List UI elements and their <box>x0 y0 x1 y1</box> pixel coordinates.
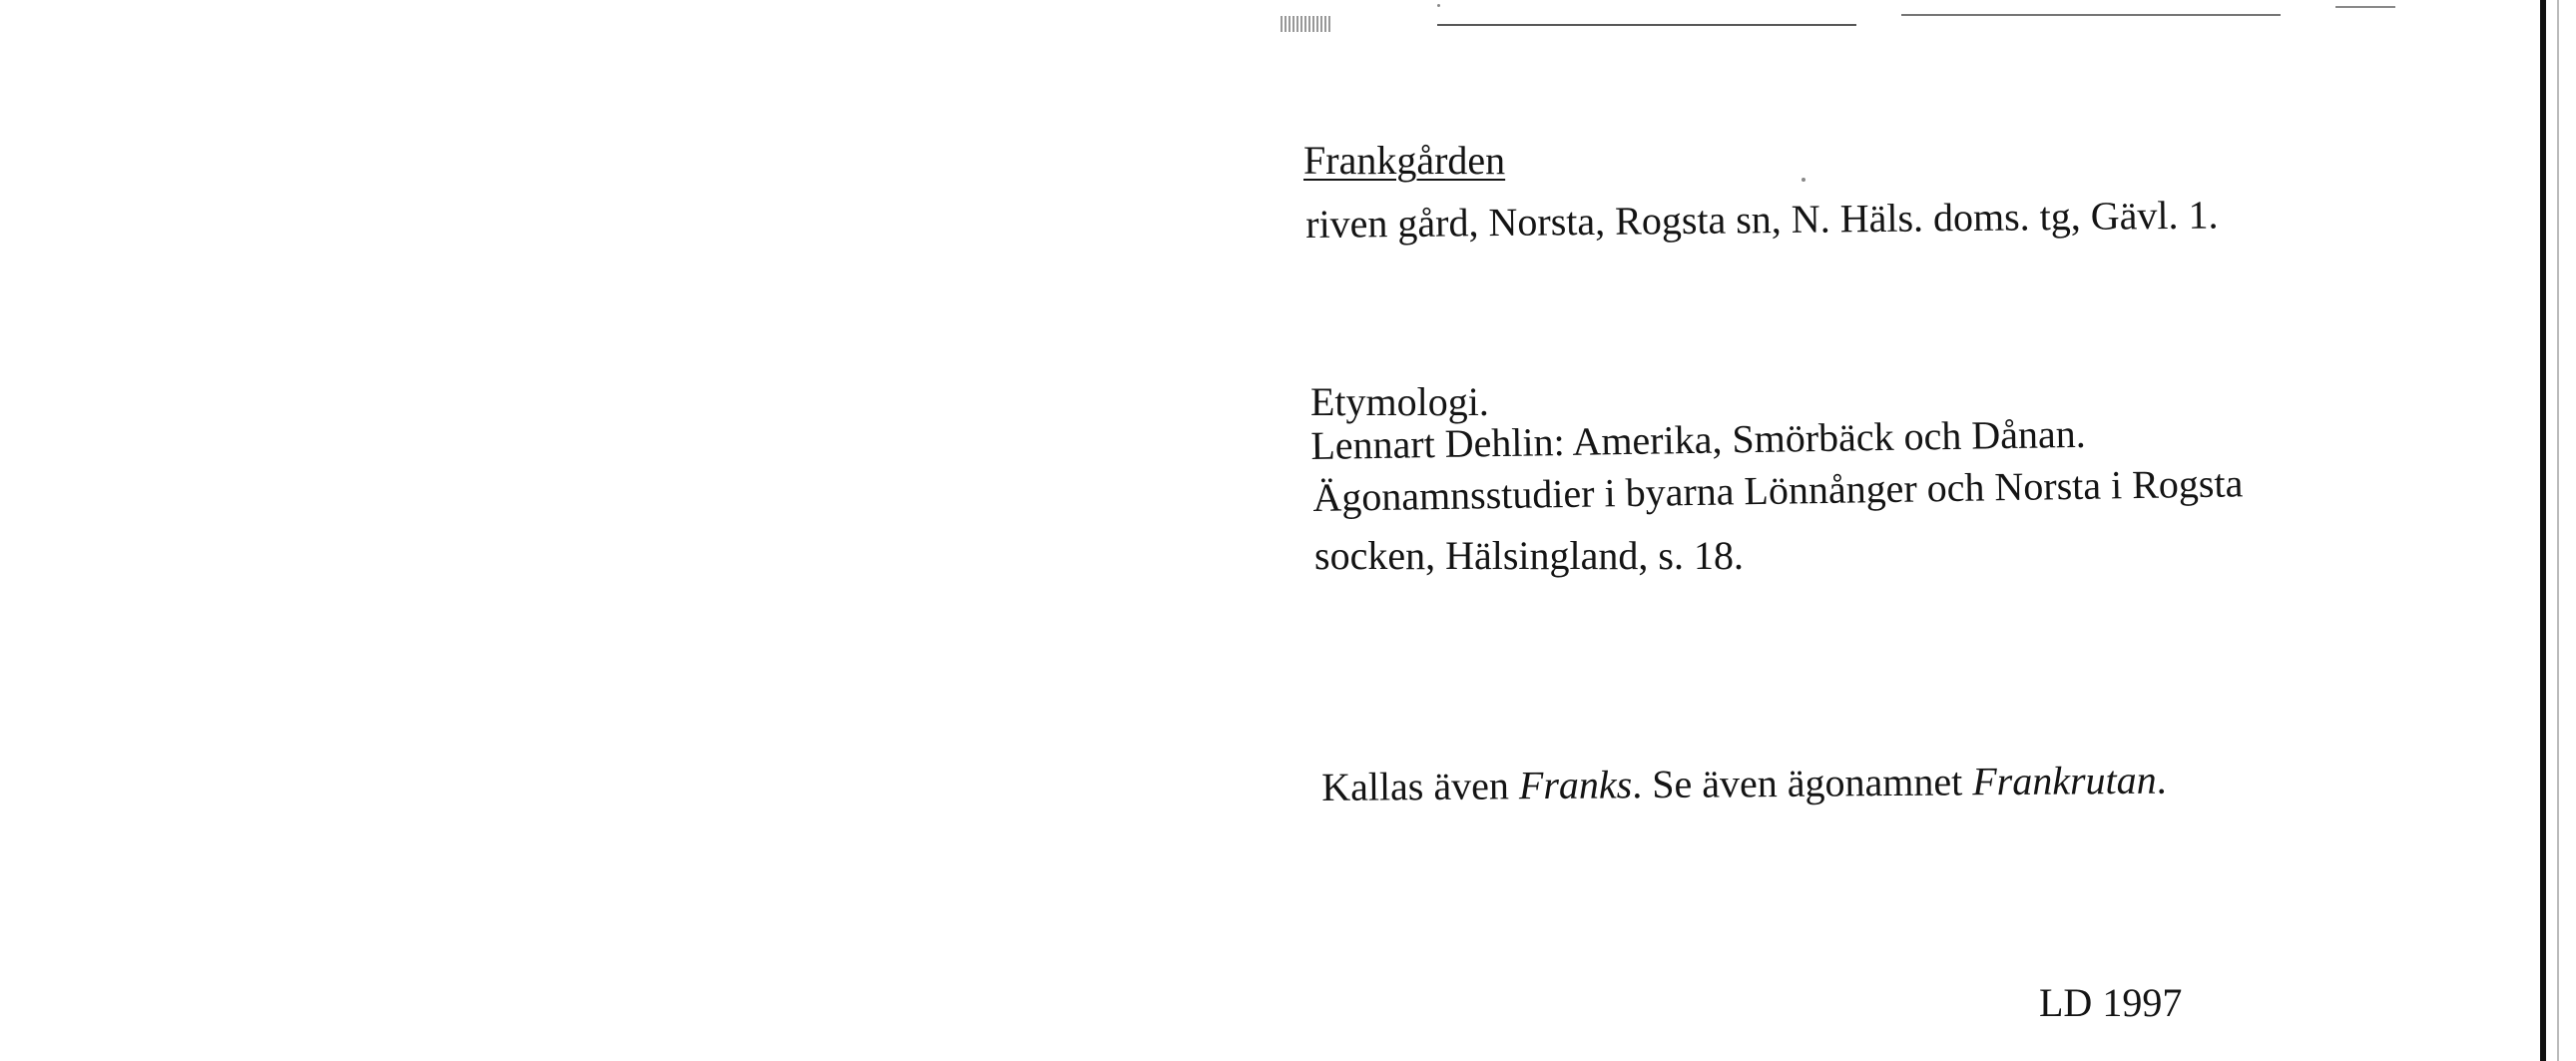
alias-note <box>1321 758 2167 810</box>
scan-speck <box>1437 4 1440 7</box>
place-description: riven gård, Norsta, Rogsta sn, N. Häls. doms. tg, Gävl. 1. <box>1305 192 2219 247</box>
signature: LD 1997 <box>2039 980 2183 1025</box>
related-name: Frankrutan <box>1972 757 2157 804</box>
note-text: Kallas även <box>1321 763 1520 809</box>
scan-speck <box>1802 178 1805 182</box>
etymology-line: Lennart Dehlin: Amerika, Smörbäck och Dånan. <box>1310 410 2087 468</box>
etymology-heading: Etymologi. <box>1310 379 1489 424</box>
alias-name: Franks <box>1518 762 1633 808</box>
scan-edge-line <box>2335 6 2395 8</box>
etymology-line: socken, Hälsingland, s. 18. <box>1314 533 1744 578</box>
headword: Frankgården <box>1303 138 1506 183</box>
etymology-line: Ägonamnsstudier i byarna Lönnånger och Norsta i Rogsta <box>1312 460 2244 520</box>
card-right-border <box>2540 0 2546 1061</box>
card-right-shadow <box>2557 0 2559 1061</box>
scan-smudge <box>1281 16 1332 32</box>
scan-edge-line <box>1901 14 2281 16</box>
note-text: . <box>2156 757 2167 802</box>
note-text: . Se även ägonamnet <box>1632 759 1973 807</box>
scan-edge-line <box>1437 24 1856 26</box>
